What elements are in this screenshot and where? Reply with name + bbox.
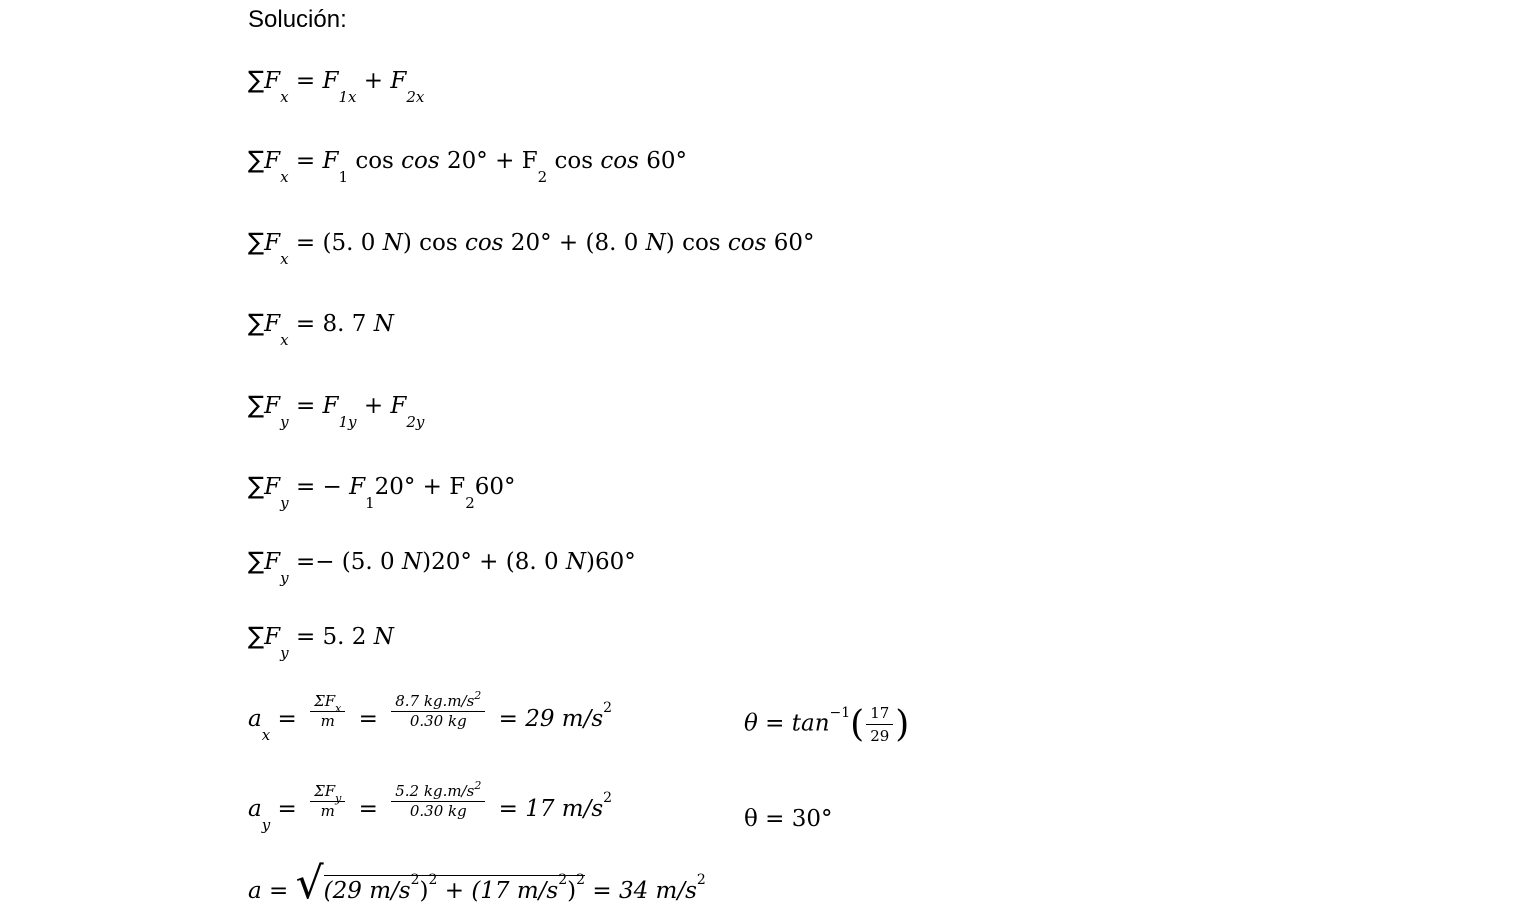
subscript: 2 bbox=[465, 494, 475, 512]
term: = (5. 0 bbox=[295, 230, 383, 256]
superscript: −1 bbox=[829, 704, 851, 721]
term: ) cos bbox=[665, 230, 728, 256]
result: = 34 m/s bbox=[585, 878, 697, 904]
numerator bbox=[391, 779, 485, 802]
subscript: 2y bbox=[406, 413, 425, 431]
equation-fy-result bbox=[248, 622, 394, 662]
subscript: y bbox=[280, 494, 289, 512]
fraction bbox=[866, 702, 893, 747]
heading: Solución: bbox=[248, 6, 347, 33]
force-symbol: F bbox=[264, 68, 281, 94]
equation-fx-components bbox=[248, 66, 425, 106]
unit: N bbox=[382, 230, 403, 256]
equation-theta-result: θ = 30° bbox=[744, 806, 833, 832]
term: cos bbox=[600, 148, 639, 174]
equation-fy-components bbox=[248, 391, 425, 431]
superscript: 2 bbox=[474, 689, 482, 702]
equation-fx-result bbox=[248, 309, 394, 349]
result: = 17 m/s bbox=[498, 796, 604, 822]
numerator bbox=[310, 782, 345, 805]
term: =− (5. 0 bbox=[295, 549, 402, 575]
sigma: ∑ bbox=[248, 391, 265, 419]
superscript: 2 bbox=[474, 779, 482, 792]
radical-icon: √ bbox=[295, 858, 324, 909]
unit: N bbox=[645, 230, 666, 256]
rhs-term: + F bbox=[363, 393, 407, 419]
sigma: ∑ bbox=[248, 228, 265, 256]
accel-symbol: a = bbox=[248, 878, 296, 904]
superscript: 2 bbox=[428, 872, 438, 888]
sigma: ∑ bbox=[248, 622, 265, 650]
subscript: 1y bbox=[338, 413, 357, 431]
superscript: 2 bbox=[603, 790, 613, 806]
superscript: 2 bbox=[410, 872, 420, 888]
term: cos bbox=[401, 148, 440, 174]
superscript: 2 bbox=[696, 872, 706, 888]
subscript: 1 bbox=[338, 168, 349, 186]
equation-fy-values bbox=[248, 547, 636, 587]
term: cos bbox=[547, 148, 601, 174]
radicand bbox=[323, 872, 586, 904]
equation-fx-values bbox=[248, 228, 815, 268]
subscript: 1x bbox=[338, 88, 357, 106]
subscript: x bbox=[280, 88, 289, 106]
accel-symbol: a bbox=[248, 796, 262, 822]
superscript: 2 bbox=[558, 872, 568, 888]
force-symbol: F bbox=[264, 393, 281, 419]
unit: N bbox=[401, 549, 423, 575]
denominator: m bbox=[320, 712, 335, 730]
equation-fx-trig bbox=[248, 146, 687, 186]
force-symbol: F bbox=[264, 624, 281, 650]
denominator: 0.30 kg bbox=[409, 802, 467, 820]
term: cos bbox=[464, 230, 504, 256]
subscript: x bbox=[335, 702, 342, 715]
term: θ = tan bbox=[744, 710, 830, 737]
sigma: ∑ bbox=[248, 547, 265, 575]
term: ) bbox=[419, 878, 429, 904]
subscript: x bbox=[280, 250, 289, 268]
fraction-values bbox=[391, 779, 485, 821]
term: 60° bbox=[766, 230, 815, 256]
num-text: ΣF bbox=[314, 692, 336, 710]
num-text: ΣF bbox=[314, 782, 336, 800]
subscript: y bbox=[280, 413, 289, 431]
sigma: ∑ bbox=[248, 472, 265, 500]
superscript: 2 bbox=[603, 700, 613, 716]
left-paren: ( bbox=[850, 704, 865, 745]
force-symbol: F bbox=[264, 549, 281, 575]
fraction-sum-over-mass bbox=[310, 692, 345, 731]
term: (29 m/s bbox=[323, 878, 411, 904]
sigma: ∑ bbox=[248, 309, 265, 337]
unit: N bbox=[373, 624, 394, 650]
superscript: 2 bbox=[576, 872, 586, 888]
subscript: 2x bbox=[406, 88, 425, 106]
term: cos bbox=[727, 230, 767, 256]
force-symbol: F bbox=[264, 230, 281, 256]
right-paren: ) bbox=[895, 704, 910, 745]
subscript: 2 bbox=[537, 168, 548, 186]
equation-magnitude bbox=[248, 858, 706, 909]
force-symbol: F bbox=[264, 148, 281, 174]
force-symbol: F bbox=[264, 311, 281, 337]
term: ) cos bbox=[402, 230, 465, 256]
denominator: 29 bbox=[870, 727, 890, 745]
subscript: x bbox=[280, 168, 289, 186]
term: )20° + (8. 0 bbox=[422, 549, 566, 575]
term: (17 m/s bbox=[471, 878, 559, 904]
equation-ax: $a_x$ = $\frac{\Sigma F_x}{m}$ = $\frac{8.7 kg.m/s^2}{0.30 kg}$ = 29 $m/s^2$ bbox=[248, 689, 613, 744]
fraction-values bbox=[391, 689, 485, 731]
subscript: y bbox=[261, 816, 271, 834]
num-text: 5.2 kg.m/s bbox=[395, 782, 475, 800]
num-text: 8.7 kg.m/s bbox=[395, 692, 475, 710]
equation-ay: $a_y$ = $\frac{\Sigma F_y}{m}$ = $\frac{5.2 kg.m/s^2}{0.30 kg}$ = 17 $m/s^2$ bbox=[248, 779, 613, 834]
term: = 5. 2 bbox=[295, 624, 374, 650]
denominator: m bbox=[320, 802, 335, 820]
subscript: 1 bbox=[365, 494, 375, 512]
equation-theta-arctan bbox=[744, 702, 909, 747]
subscript: x bbox=[280, 331, 289, 349]
term: + bbox=[437, 878, 472, 904]
numerator bbox=[391, 689, 485, 712]
rhs-term: = F bbox=[295, 68, 339, 94]
fraction-sum-over-mass bbox=[310, 782, 345, 821]
unit: N bbox=[565, 549, 587, 575]
term: = − F bbox=[295, 474, 366, 500]
accel-symbol: a bbox=[248, 706, 262, 732]
numerator bbox=[310, 692, 345, 715]
rhs-term: + F bbox=[363, 68, 407, 94]
term: = 8. 7 bbox=[295, 311, 374, 337]
subscript: x bbox=[261, 726, 271, 744]
numerator: 17 bbox=[866, 702, 893, 725]
result: = 29 m/s bbox=[498, 706, 604, 732]
term: = F bbox=[295, 148, 339, 174]
term: 20° + (8. 0 bbox=[503, 230, 646, 256]
term: 20° + F bbox=[439, 148, 538, 174]
term: 20° + F bbox=[374, 474, 466, 500]
equation-fy-trig bbox=[248, 472, 516, 512]
rhs-term: = F bbox=[295, 393, 339, 419]
term: )60° bbox=[586, 549, 636, 575]
term: cos bbox=[348, 148, 402, 174]
sigma: ∑ bbox=[248, 66, 265, 94]
subscript: y bbox=[280, 644, 289, 662]
unit: N bbox=[373, 311, 394, 337]
subscript: y bbox=[335, 792, 342, 805]
sigma: ∑ bbox=[248, 146, 265, 174]
subscript: y bbox=[280, 569, 289, 587]
term: 60° bbox=[638, 148, 687, 174]
denominator: 0.30 kg bbox=[409, 712, 467, 730]
force-symbol: F bbox=[264, 474, 281, 500]
term: 60° bbox=[474, 474, 516, 500]
term: ) bbox=[567, 878, 577, 904]
